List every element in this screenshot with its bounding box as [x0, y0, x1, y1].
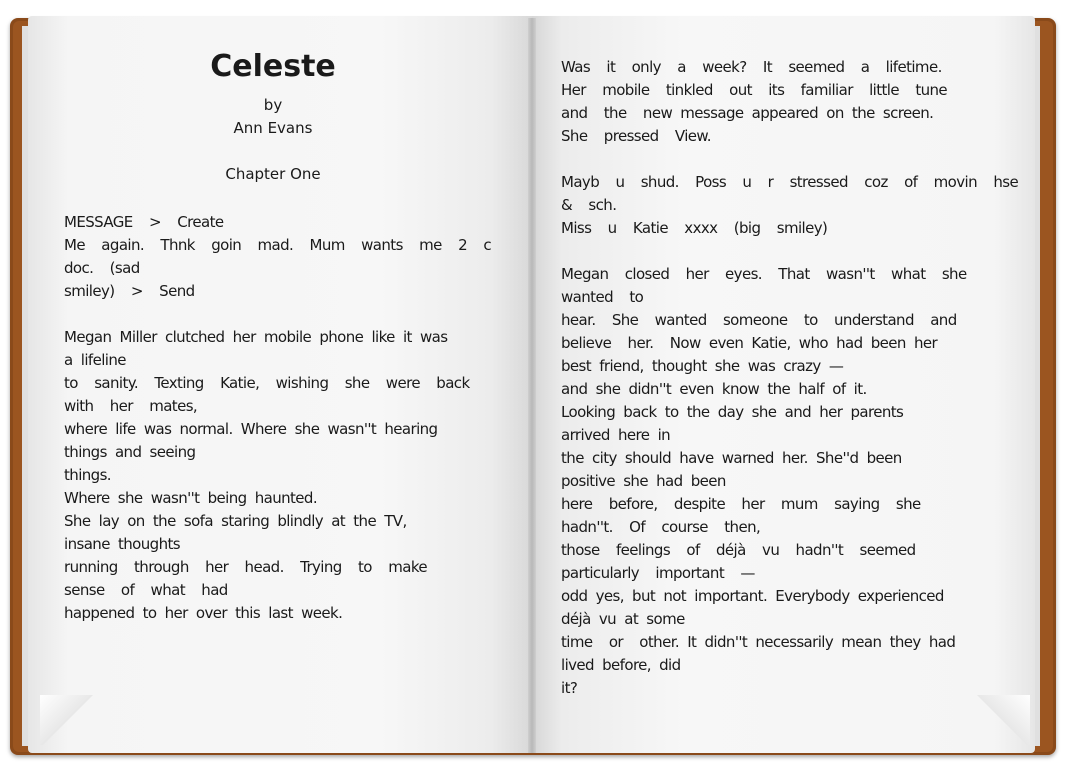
text-line: a lifeline: [64, 351, 126, 369]
text-line: odd yes, but not important. Everybody experienced: [561, 587, 944, 605]
text-line: [561, 240, 981, 263]
text-line: hadn''t. Of course then,: [561, 518, 761, 536]
text-line: those feelings of déjà vu hadn''t seemed: [561, 541, 916, 559]
text-line: here before, despite her mum saying she: [561, 495, 921, 513]
text-line: Mayb u shud. Poss u r stressed coz of movin hse: [561, 173, 1019, 191]
text-line: wanted to: [561, 288, 644, 306]
text-line: Megan closed her eyes. That wasn''t what she: [561, 265, 967, 283]
right-page-text: [561, 56, 1019, 700]
text-line: déjà vu at some: [561, 610, 685, 628]
book-spine: [528, 18, 536, 753]
text-line: [64, 303, 482, 326]
text-line: with her mates,: [64, 397, 198, 415]
left-page-content: [64, 48, 492, 625]
text-line: happened to her over this last week.: [64, 604, 343, 622]
text-line: time or other. It didn''t necessarily mean they had: [561, 633, 956, 651]
page-curl-right[interactable]: [975, 695, 1030, 745]
right-page-content: [561, 56, 1019, 700]
text-line: arrived here in: [561, 426, 671, 444]
text-line: insane thoughts: [64, 535, 180, 553]
text-line: things and seeing: [64, 443, 196, 461]
text-line: Where she wasn''t being haunted.: [64, 489, 318, 507]
text-line: Miss u Katie xxxx (big smiley): [561, 219, 828, 237]
text-line: Looking back to the day she and her parents: [561, 403, 904, 421]
text-line: best friend, thought she was crazy —: [561, 357, 844, 375]
page-curl-left[interactable]: [40, 695, 95, 745]
text-line: doc. (sad: [64, 259, 140, 277]
text-line: She pressed View.: [561, 127, 711, 145]
text-line: & sch.: [561, 196, 617, 214]
text-line: where life was normal. Where she wasn''t hearing: [64, 420, 438, 438]
text-line: MESSAGE > Create: [64, 213, 224, 231]
byline-label: by: [263, 96, 283, 114]
left-page-text: [64, 211, 492, 625]
chapter-heading: Chapter One: [225, 165, 321, 183]
text-line: Was it only a week? It seemed a lifetime.: [561, 58, 942, 76]
text-line: believe her. Now even Katie, who had been her: [561, 334, 938, 352]
text-line: particularly important —: [561, 564, 755, 582]
text-line: Her mobile tinkled out its familiar little tune: [561, 81, 948, 99]
text-line: sense of what had: [64, 581, 228, 599]
text-line: to sanity. Texting Katie, wishing she were back: [64, 374, 470, 392]
text-line: Me again. Thnk goin mad. Mum wants me 2 c: [64, 236, 492, 254]
text-line: it?: [561, 679, 578, 697]
text-line: the city should have warned her. She''d been: [561, 449, 902, 467]
text-line: [561, 148, 981, 171]
book-title: Celeste: [210, 49, 336, 84]
text-line: and she didn''t even know the half of it.: [561, 380, 867, 398]
text-line: hear. She wanted someone to understand and: [561, 311, 957, 329]
text-line: positive she had been: [561, 472, 726, 490]
text-line: lived before, did: [561, 656, 681, 674]
text-line: and the new message appeared on the screen.: [561, 104, 934, 122]
text-line: smiley) > Send: [64, 282, 195, 300]
text-line: running through her head. Trying to make: [64, 558, 427, 576]
text-line: Megan Miller clutched her mobile phone like it was: [64, 328, 448, 346]
text-line: She lay on the sofa staring blindly at the TV,: [64, 512, 407, 530]
text-line: things.: [64, 466, 111, 484]
author-name: Ann Evans: [233, 119, 313, 137]
